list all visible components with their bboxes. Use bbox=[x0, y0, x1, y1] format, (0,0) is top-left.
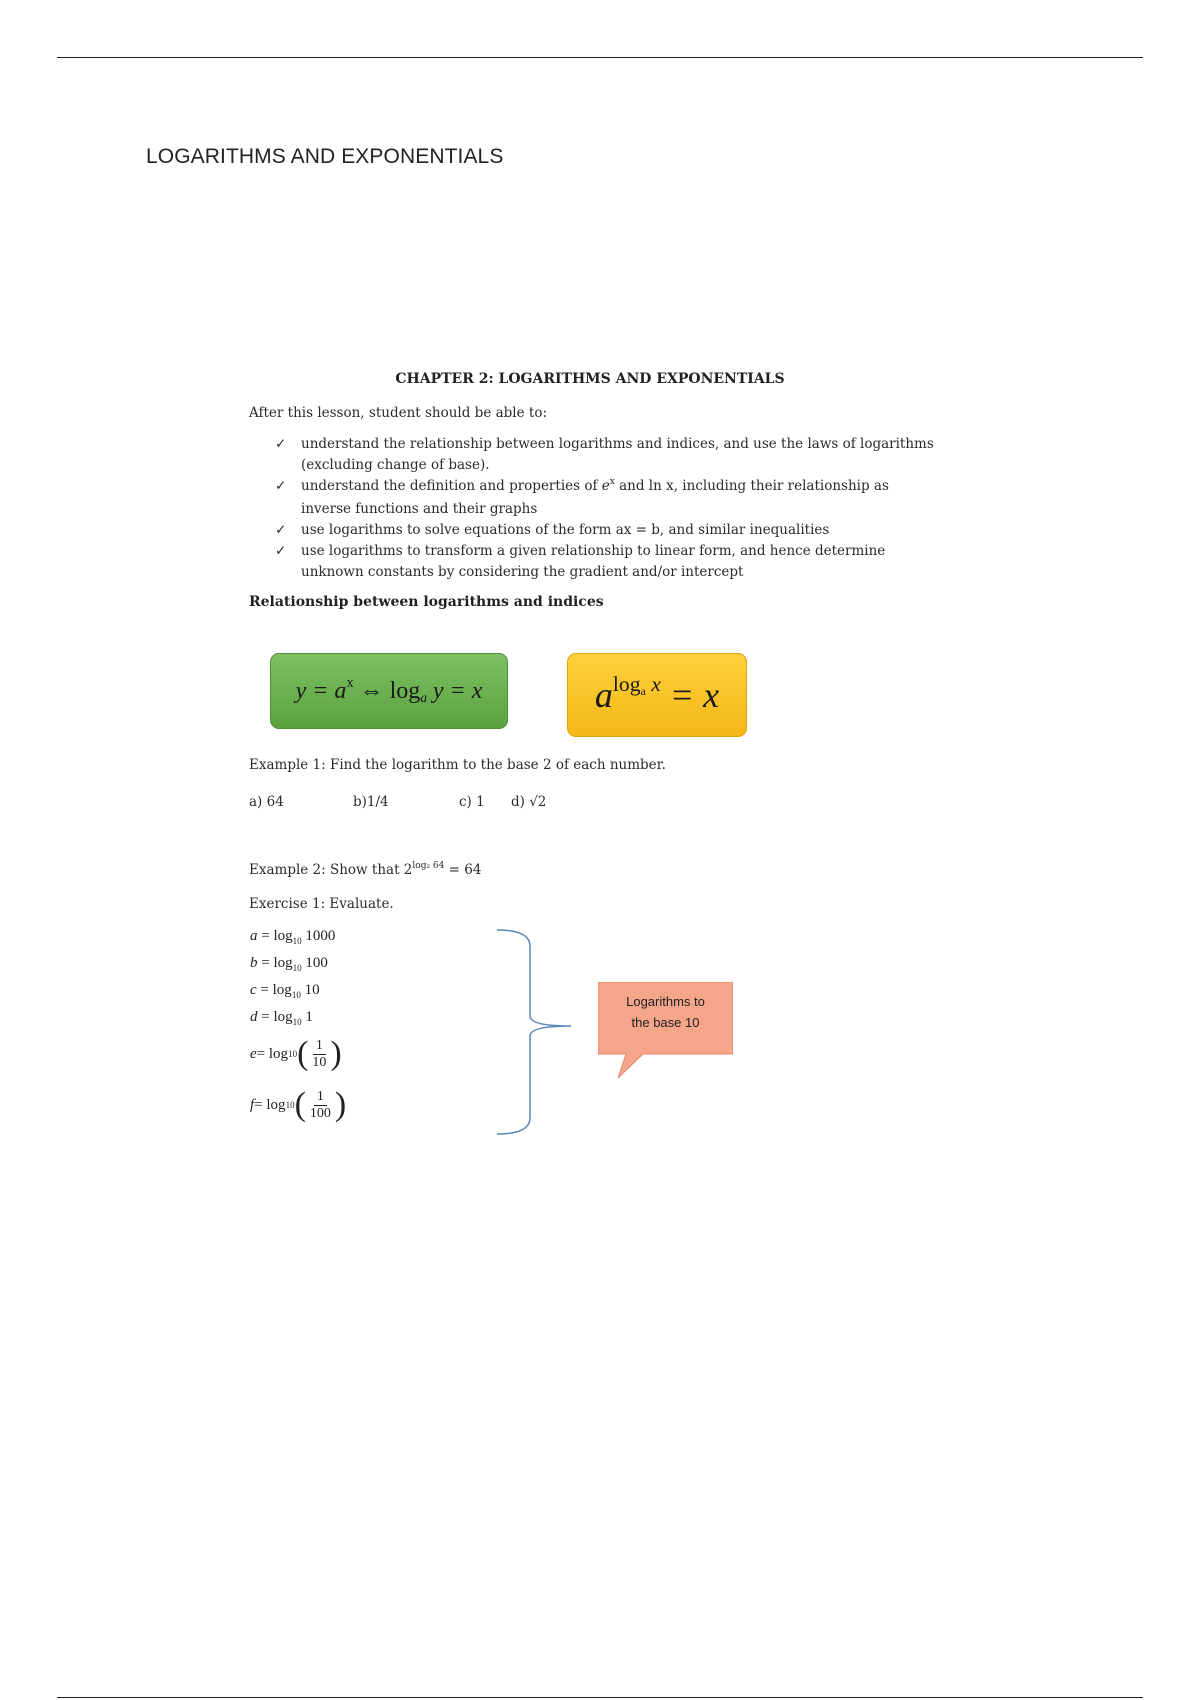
objective-item bbox=[275, 541, 975, 583]
example-1: Example 1: Find the logarithm to the base 2 of each number. bbox=[249, 757, 666, 773]
example-1-option: a) 64 bbox=[249, 794, 284, 810]
exercise-equation: f = log 10 ( $\frac{1}{100}$ ) bbox=[250, 1086, 347, 1123]
objective-line: use logarithms to transform a given relationship to linear form, and hence determine bbox=[301, 543, 886, 559]
exercise-equation: $b = \log_{10} 100$ bbox=[250, 955, 328, 973]
check-icon: ✓ bbox=[275, 522, 287, 538]
fraction: $\frac{1}{100}$ bbox=[309, 1088, 331, 1121]
example-1-option: c) 1 bbox=[459, 794, 485, 810]
formula-text: $y = a^x$ ⇔ loga y = x bbox=[295, 674, 483, 706]
callout-line: Logarithms to bbox=[626, 994, 705, 1009]
exercise-equation: $d = \log_{10} 1$ bbox=[250, 1009, 313, 1027]
exercise-equation: e = log 10 ( $\frac{1}{10}$ ) bbox=[250, 1035, 342, 1072]
callout-line: the base 10 bbox=[631, 1015, 700, 1030]
objective-line: understand the definition and properties of $e^x$ and ln x, including their relationship as bbox=[301, 477, 889, 494]
objective-line: unknown constants by considering the gradient and/or intercept bbox=[301, 564, 744, 580]
section-heading: Relationship between logarithms and indices bbox=[249, 594, 604, 610]
check-icon: ✓ bbox=[275, 543, 287, 559]
footer-rule bbox=[57, 1697, 1143, 1698]
example-1-option: b)1/4 bbox=[353, 794, 389, 810]
objective-line: use logarithms to solve equations of the form ax = b, and similar inequalities bbox=[301, 522, 830, 538]
objective-item bbox=[275, 520, 975, 541]
check-icon: ✓ bbox=[275, 478, 287, 494]
fraction: $\frac{1}{10}$ bbox=[312, 1037, 327, 1070]
objective-line: understand the relationship between logarithms and indices, and use the laws of logarithms bbox=[301, 436, 934, 452]
log-identity-box bbox=[567, 653, 747, 737]
log-index-equivalence-box bbox=[270, 653, 508, 729]
objective-line: (excluding change of base). bbox=[301, 457, 490, 473]
objective-line: inverse functions and their graphs bbox=[301, 501, 538, 517]
objectives-list bbox=[275, 434, 975, 583]
objective-item bbox=[275, 476, 975, 520]
check-icon: ✓ bbox=[275, 436, 287, 452]
header-rule bbox=[57, 57, 1143, 58]
intro-text: After this lesson, student should be able to: bbox=[249, 405, 547, 421]
callout-text bbox=[598, 991, 733, 1033]
document-title: LOGARITHMS AND EXPONENTIALS bbox=[146, 145, 504, 168]
right-brace bbox=[495, 928, 575, 1138]
objective-item bbox=[275, 434, 975, 476]
chapter-heading: CHAPTER 2: LOGARITHMS AND EXPONENTIALS bbox=[395, 371, 785, 387]
formula-text: $a^{loga x} = x$ bbox=[594, 671, 720, 715]
example-2: Example 2: Show that $2^{log_2 64} = 64$ bbox=[249, 861, 482, 878]
exercise-1: Exercise 1: Evaluate. bbox=[249, 896, 394, 912]
exercise-equation: $c = \log_{10} 10$ bbox=[250, 982, 320, 1000]
exercise-equation: $a = \log_{10} 1000$ bbox=[250, 928, 336, 946]
example-1-option: d) √2 bbox=[511, 794, 547, 810]
